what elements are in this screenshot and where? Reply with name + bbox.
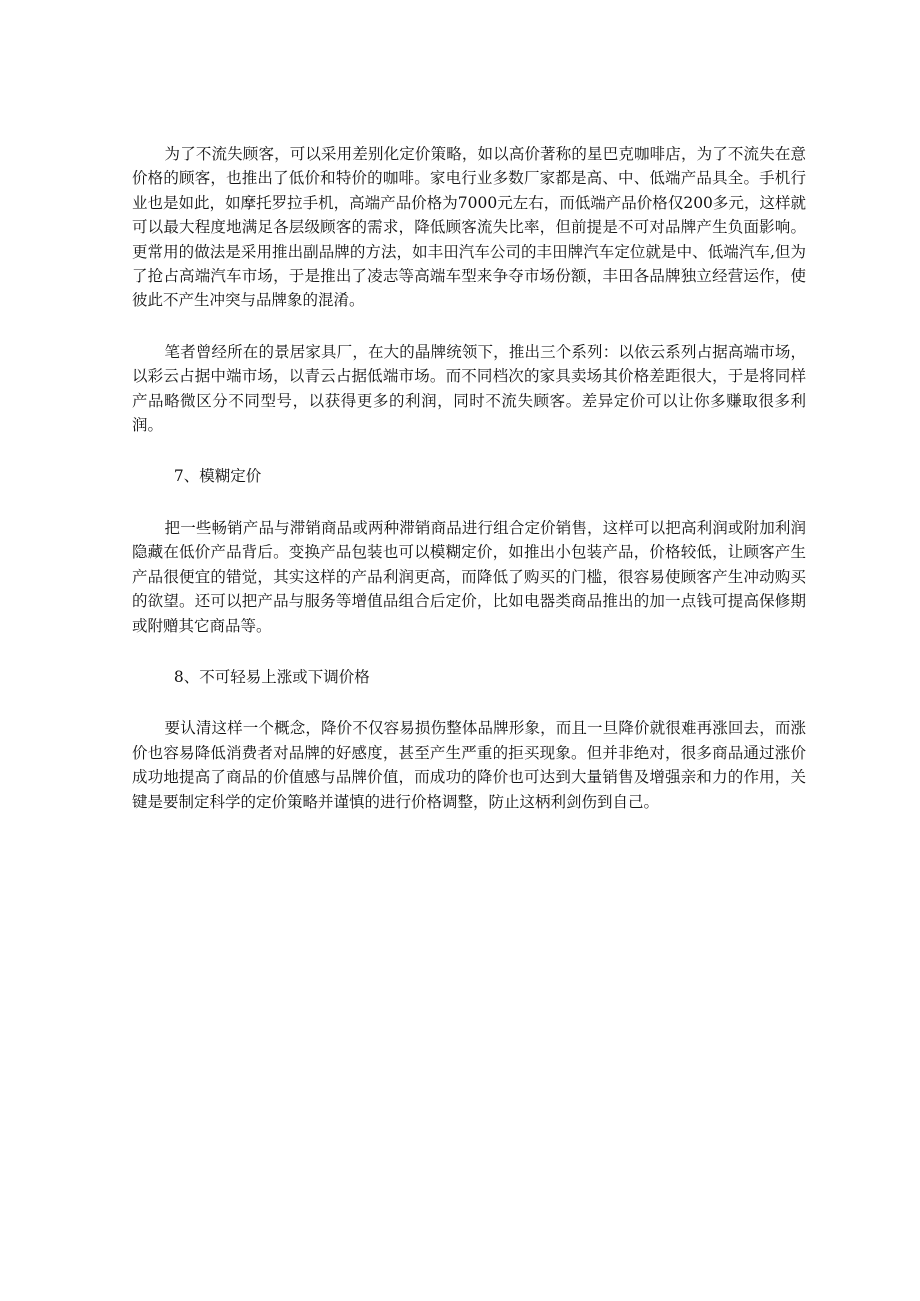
paragraph-fuzzy-pricing: 把一些畅销产品与滞销商品或两种滞销商品进行组合定价销售，这样可以把高利润或附加利润隐藏在低价产品背后。变换产品包装也可以模糊定价，如推出小包装产品，价格较低，让顾客产生产品很便宜的错觉，其实这样的产品利润更高，而降低了购买的门槛，很容易使顾客产生冲动购买的欲望。还可以把产品与服务等增值品组合后定价，比如电器类商品推出的加一点钱可提高保修期或附赠其它商品等。: [132, 518, 806, 635]
section-heading-8: 8、不可轻易上涨或下调价格: [173, 667, 370, 686]
paragraph-spacer: [132, 489, 806, 516]
section-heading-7: 7、模糊定价: [173, 467, 262, 486]
paragraph-spacer: [132, 437, 806, 464]
paragraph-differentiated-pricing: 为了不流失顾客，可以采用差别化定价策略，如以高价著称的星巴克咖啡店，为了不流失在意价格的顾客，也推出了低价和特价的咖啡。家电行业多数厂家都是高、中、低端产品具全。手机行业也是如此，如摩托罗拉手机，高端产品价格为7000元左右，而低端产品价格仅200多元，这样就可以最大程度地满足各层级顾客的需求，降低顾客流失比率，但前提是不可对品牌产生负面影响。更常用的做法是采用推出副品牌的方法，如丰田汽车公司的丰田牌汽车定位就是中、低端汽车,但为了抢占高端汽车市场，于是推出了凌志等高端车型来争夺市场份额，丰田各品牌独立经营运作，使彼此不产生冲突与品牌象的混淆。: [132, 145, 806, 310]
paragraph-spacer: [132, 313, 806, 340]
paragraph-spacer: [132, 638, 806, 665]
paragraph-spacer: [132, 689, 806, 716]
document-page: [132, 142, 806, 814]
paragraph-price-adjustment: 要认清这样一个概念，降价不仅容易损伤整体品牌形象，而且一旦降价就很难再涨回去，而涨价也容易降低消费者对品牌的好感度，甚至产生严重的拒买现象。但并非绝对，很多商品通过涨价成功地提高了商品的价值感与品牌价值，而成功的降价也可达到大量销售及增强亲和力的作用，关键是要制定科学的定价策略并谨慎的进行价格调整，防止这柄利剑伤到自己。: [132, 719, 806, 811]
paragraph-furniture-example: 笔者曾经所在的景居家具厂，在大的晶牌统领下，推出三个系列：以依云系列占据高端市场，以彩云占据中端市场，以青云占据低端市场。而不同档次的家具卖场其价格差距很大，于是将同样产品略微区分不同型号，以获得更多的利润，同时不流失顾客。差异定价可以让你多赚取很多利润。: [132, 342, 806, 435]
